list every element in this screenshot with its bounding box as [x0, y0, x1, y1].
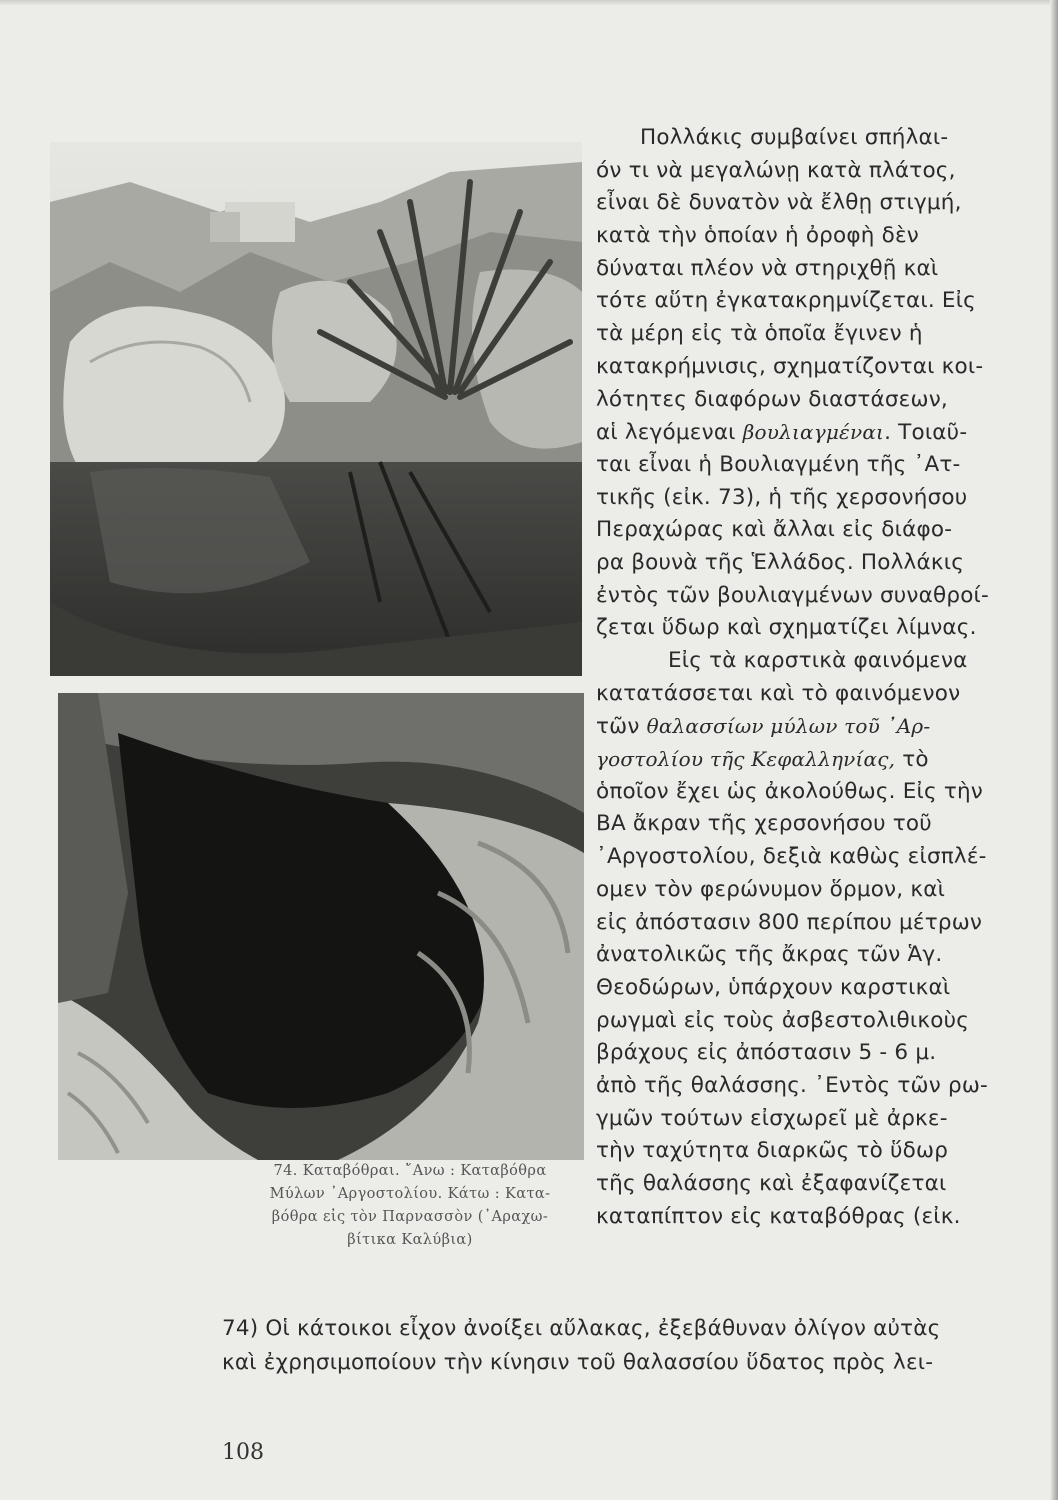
text-line: ζεται ὕδωρ καὶ σχηματίζει λίμνας.: [596, 615, 977, 641]
text-line: εἰς ἀπόστασιν 800 περίπου μέτρων: [596, 909, 983, 935]
text-line: τῆς θαλάσσης καὶ ἐξαφανίζεται: [596, 1171, 947, 1196]
italic-term: βουλιαγμέναι: [742, 420, 885, 445]
text-line: ΒΑ ἄκραν τῆς χερσονήσου τοῦ: [596, 811, 932, 837]
text-line: κατακρήμνισις, σχηματίζονται κοι-: [596, 353, 984, 379]
text-line: καταπίπτον εἰς καταβόθρας (εἰκ.: [596, 1203, 961, 1229]
figure-caption: [205, 1160, 615, 1252]
text-fragment: αἱ λεγόμεναι: [596, 420, 743, 446]
body-text-full-width: [222, 1312, 1042, 1380]
text-line: ομεν τὸν φερώνυμον ὅρμον, καὶ: [596, 876, 946, 902]
photo-mill-sinkhole-drawing: [50, 142, 582, 676]
text-line-mills-2: [596, 743, 1036, 776]
text-line: κατὰ τὴν ὁποίαν ἡ ὀροφὴ δὲν: [596, 223, 919, 249]
text-fragment: τὸ: [895, 747, 929, 773]
body-text-column: [596, 122, 1036, 1233]
text-line: ρα βουνὰ τῆς Ἑλλάδος. Πολλάκις: [596, 549, 965, 575]
text-line: ρωγμαὶ εἰς τοὺς ἀσβεστολιθικοὺς: [596, 1007, 970, 1033]
text-line: Πολλάκις συμβαίνει σπήλαι-: [640, 125, 949, 150]
page-right-edge: [1050, 0, 1058, 1500]
text-line: ἀνατολικῶς τῆς ἄκρας τῶν Ἁγ.: [596, 942, 943, 968]
text-line: ᾿Αργοστολίου, δεξιὰ καθὼς εἰσπλέ-: [596, 844, 987, 870]
photo-mill-sinkhole: [50, 142, 582, 676]
page-number: 108: [222, 1440, 264, 1465]
text-line: τὴν ταχύτητα διαρκῶς τὸ ὕδωρ: [596, 1138, 949, 1164]
page-top-edge: [0, 0, 1058, 6]
text-line-boulia: [596, 416, 1036, 449]
text-line: Εἰς τὰ καρστικὰ φαινόμενα: [668, 648, 968, 673]
text-line: εἶναι δὲ δυνατὸν νὰ ἔλθῃ στιγμή,: [596, 190, 962, 216]
italic-term: θαλασσίων μύλων τοῦ ᾿Αρ-: [646, 714, 931, 739]
text-line: ἀπὸ τῆς θαλάσσης. ᾿Εντὸς τῶν ρω-: [596, 1072, 989, 1098]
text-line: λότητες διαφόρων διαστάσεων,: [596, 386, 948, 412]
text-line: 74) Οἱ κάτοικοι εἶχον ἀνοίξει αὔλακας, ἐξεβάθυναν ὀλίγον αὐτὰς: [222, 1316, 941, 1341]
caption-line: βίτικα Καλύβια): [347, 1232, 473, 1248]
caption-line: 74. Καταβόθραι. ῎Ανω : Καταβόθρα: [273, 1163, 547, 1179]
text-line: δύναται πλέον νὰ στηριχθῇ καὶ: [596, 255, 939, 281]
caption-line: βόθρα εἰς τὸν Παρνασσὸν (᾿Αραχω-: [271, 1209, 549, 1225]
text-line: ὁποῖον ἔχει ὡς ἀκολούθως. Εἰς τὴν: [596, 778, 984, 804]
text-line: Περαχώρας καὶ ἄλλαι εἰς διάφο-: [596, 517, 953, 543]
text-line: τὰ μέρη εἰς τὰ ὁποῖα ἔγινεν ἡ: [596, 321, 923, 347]
text-line-mills-1: [596, 710, 1036, 743]
text-line: ἐντὸς τῶν βουλιαγμένων συναθροί-: [596, 582, 989, 608]
text-line: κατατάσσεται καὶ τὸ φαινόμενον: [596, 680, 961, 706]
text-line: Θεοδώρων, ὑπάρχουν καρστικαὶ: [596, 974, 951, 1000]
text-fragment: τῶν: [596, 714, 647, 740]
photo-parnassos-sinkhole: [58, 693, 584, 1160]
text-line: τότε αὕτη ἐγκατακρημνίζεται. Εἰς: [596, 288, 976, 314]
text-fragment: . Τοιαῦ-: [884, 420, 968, 446]
italic-term: γοστολίου τῆς Κεφαλληνίας,: [596, 747, 896, 772]
text-line: γμῶν τούτων εἰσχωρεῖ μὲ ἀρκε-: [596, 1105, 948, 1131]
text-line: τικῆς (εἰκ. 73), ἡ τῆς χερσονήσου: [596, 484, 968, 510]
text-line: βράχους εἰς ἀπόστασιν 5 - 6 μ.: [596, 1040, 937, 1066]
caption-line: Μύλων ᾿Αργοστολίου. Κάτω : Κατα-: [269, 1186, 551, 1202]
text-line: καὶ ἐχρησιμοποίουν τὴν κίνησιν τοῦ θαλασσίου ὕδατος πρὸς λει-: [222, 1350, 934, 1375]
text-line: ται εἶναι ἡ Βουλιαγμένη τῆς ᾿Ατ-: [596, 451, 961, 477]
photo-parnassos-sinkhole-drawing: [58, 693, 584, 1160]
text-line: όν τι νὰ μεγαλώνῃ κατὰ πλάτος,: [596, 157, 956, 183]
